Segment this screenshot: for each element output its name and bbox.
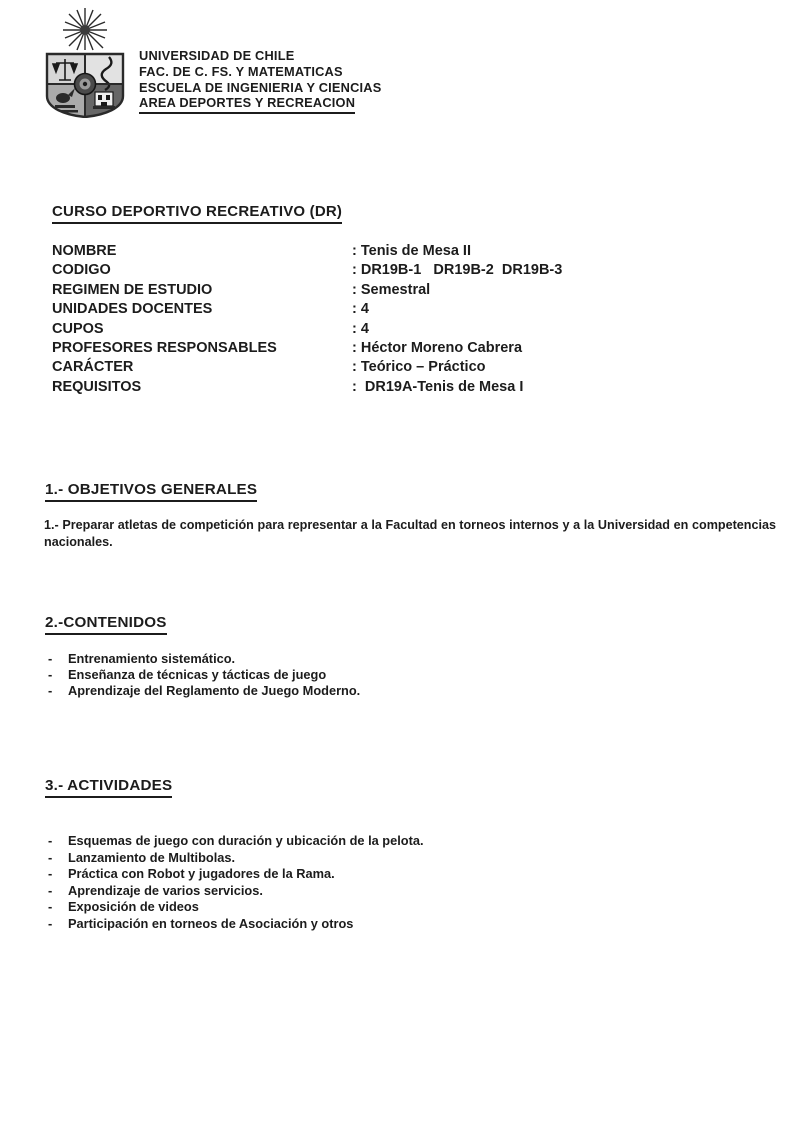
field-value: : Tenis de Mesa II — [352, 243, 471, 259]
field-value: : 4 — [352, 301, 369, 318]
field-row-profesores — [52, 339, 762, 358]
field-value: : 4 — [352, 320, 369, 337]
course-info-table — [52, 242, 762, 397]
bullet-dash: - — [48, 833, 53, 848]
letterhead-line-area: AREA DEPORTES Y RECREACION — [139, 95, 355, 114]
list-item-text: Enseñanza de técnicas y tácticas de juego — [68, 666, 327, 682]
field-label: REQUISITOS — [52, 378, 142, 395]
field-label: CUPOS — [52, 320, 104, 337]
list-item-text: Lanzamiento de Multibolas. — [68, 849, 236, 865]
bullet-dash: - — [48, 682, 53, 698]
list-item-text: Esquemas de juego con duración y ubicación de la pelota. — [68, 833, 424, 848]
field-label: REGIMEN DE ESTUDIO — [52, 281, 213, 298]
field-row-nombre — [52, 242, 762, 261]
list-item-text: Aprendizaje del Reglamento de Juego Moderno. — [68, 682, 361, 698]
list-item-text: Práctica con Robot y jugadores de la Rama. — [68, 866, 335, 882]
bullet-dash: - — [48, 849, 53, 865]
field-row-caracter — [52, 358, 762, 377]
field-label: CODIGO — [52, 262, 111, 279]
field-label: PROFESORES RESPONSABLES — [52, 340, 277, 357]
field-value: : Semestral — [352, 281, 431, 298]
field-value: : DR19A-Tenis de Mesa I — [352, 378, 524, 395]
objetivos-paragraph: 1.- Preparar atletas de competición para representar a la Facultad en torneos internos y a la Universidad en competencias nacionales. — [44, 518, 776, 549]
letterhead-text — [139, 48, 381, 118]
section-heading-contenidos: 2.-CONTENIDOS — [45, 614, 167, 635]
field-label: UNIDADES DOCENTES — [52, 301, 213, 318]
list-item — [48, 850, 424, 867]
letterhead-line-school: ESCUELA DE INGENIERIA Y CIENCIAS — [139, 79, 382, 95]
bullet-dash: - — [48, 666, 53, 682]
list-item — [48, 866, 424, 883]
bullet-dash: - — [48, 651, 53, 666]
document-title: CURSO DEPORTIVO RECREATIVO (DR) — [52, 203, 342, 224]
field-row-regimen — [52, 281, 762, 300]
field-value: : Héctor Moreno Cabrera — [352, 340, 523, 357]
bullet-dash: - — [48, 915, 53, 931]
field-label: NOMBRE — [52, 243, 117, 259]
field-label: CARÁCTER — [52, 359, 134, 376]
bullet-dash: - — [48, 882, 53, 898]
letterhead-line-faculty: FAC. DE C. FS. Y MATEMATICAS — [139, 63, 343, 79]
university-crest-icon — [35, 6, 135, 118]
list-item — [48, 899, 424, 916]
field-row-codigo — [52, 261, 762, 280]
contenidos-list — [48, 651, 360, 698]
list-item — [48, 833, 424, 850]
bullet-dash: - — [48, 866, 53, 882]
actividades-list — [48, 833, 424, 933]
field-row-unidades — [52, 300, 762, 319]
list-item-text: Aprendizaje de varios servicios. — [68, 882, 263, 898]
list-item — [48, 883, 424, 900]
field-row-requisitos — [52, 378, 762, 397]
bullet-dash: - — [48, 899, 53, 915]
letterhead-line-university: UNIVERSIDAD DE CHILE — [139, 48, 295, 63]
list-item-text: Entrenamiento sistemático. — [68, 651, 236, 666]
field-value: : DR19B-1 DR19B-2 DR19B-3 — [352, 262, 563, 279]
list-item — [48, 667, 360, 683]
letterhead — [35, 6, 381, 118]
list-item-text: Participación en torneos de Asociación y otros — [68, 915, 354, 931]
list-item — [48, 916, 424, 933]
field-value: : Teórico – Práctico — [352, 359, 486, 376]
section-heading-actividades: 3.- ACTIVIDADES — [45, 777, 172, 798]
section-heading-objetivos: 1.- OBJETIVOS GENERALES — [45, 481, 257, 502]
list-item-text: Exposición de videos — [68, 899, 199, 915]
list-item — [48, 651, 360, 667]
list-item — [48, 683, 360, 699]
field-row-cupos — [52, 320, 762, 339]
